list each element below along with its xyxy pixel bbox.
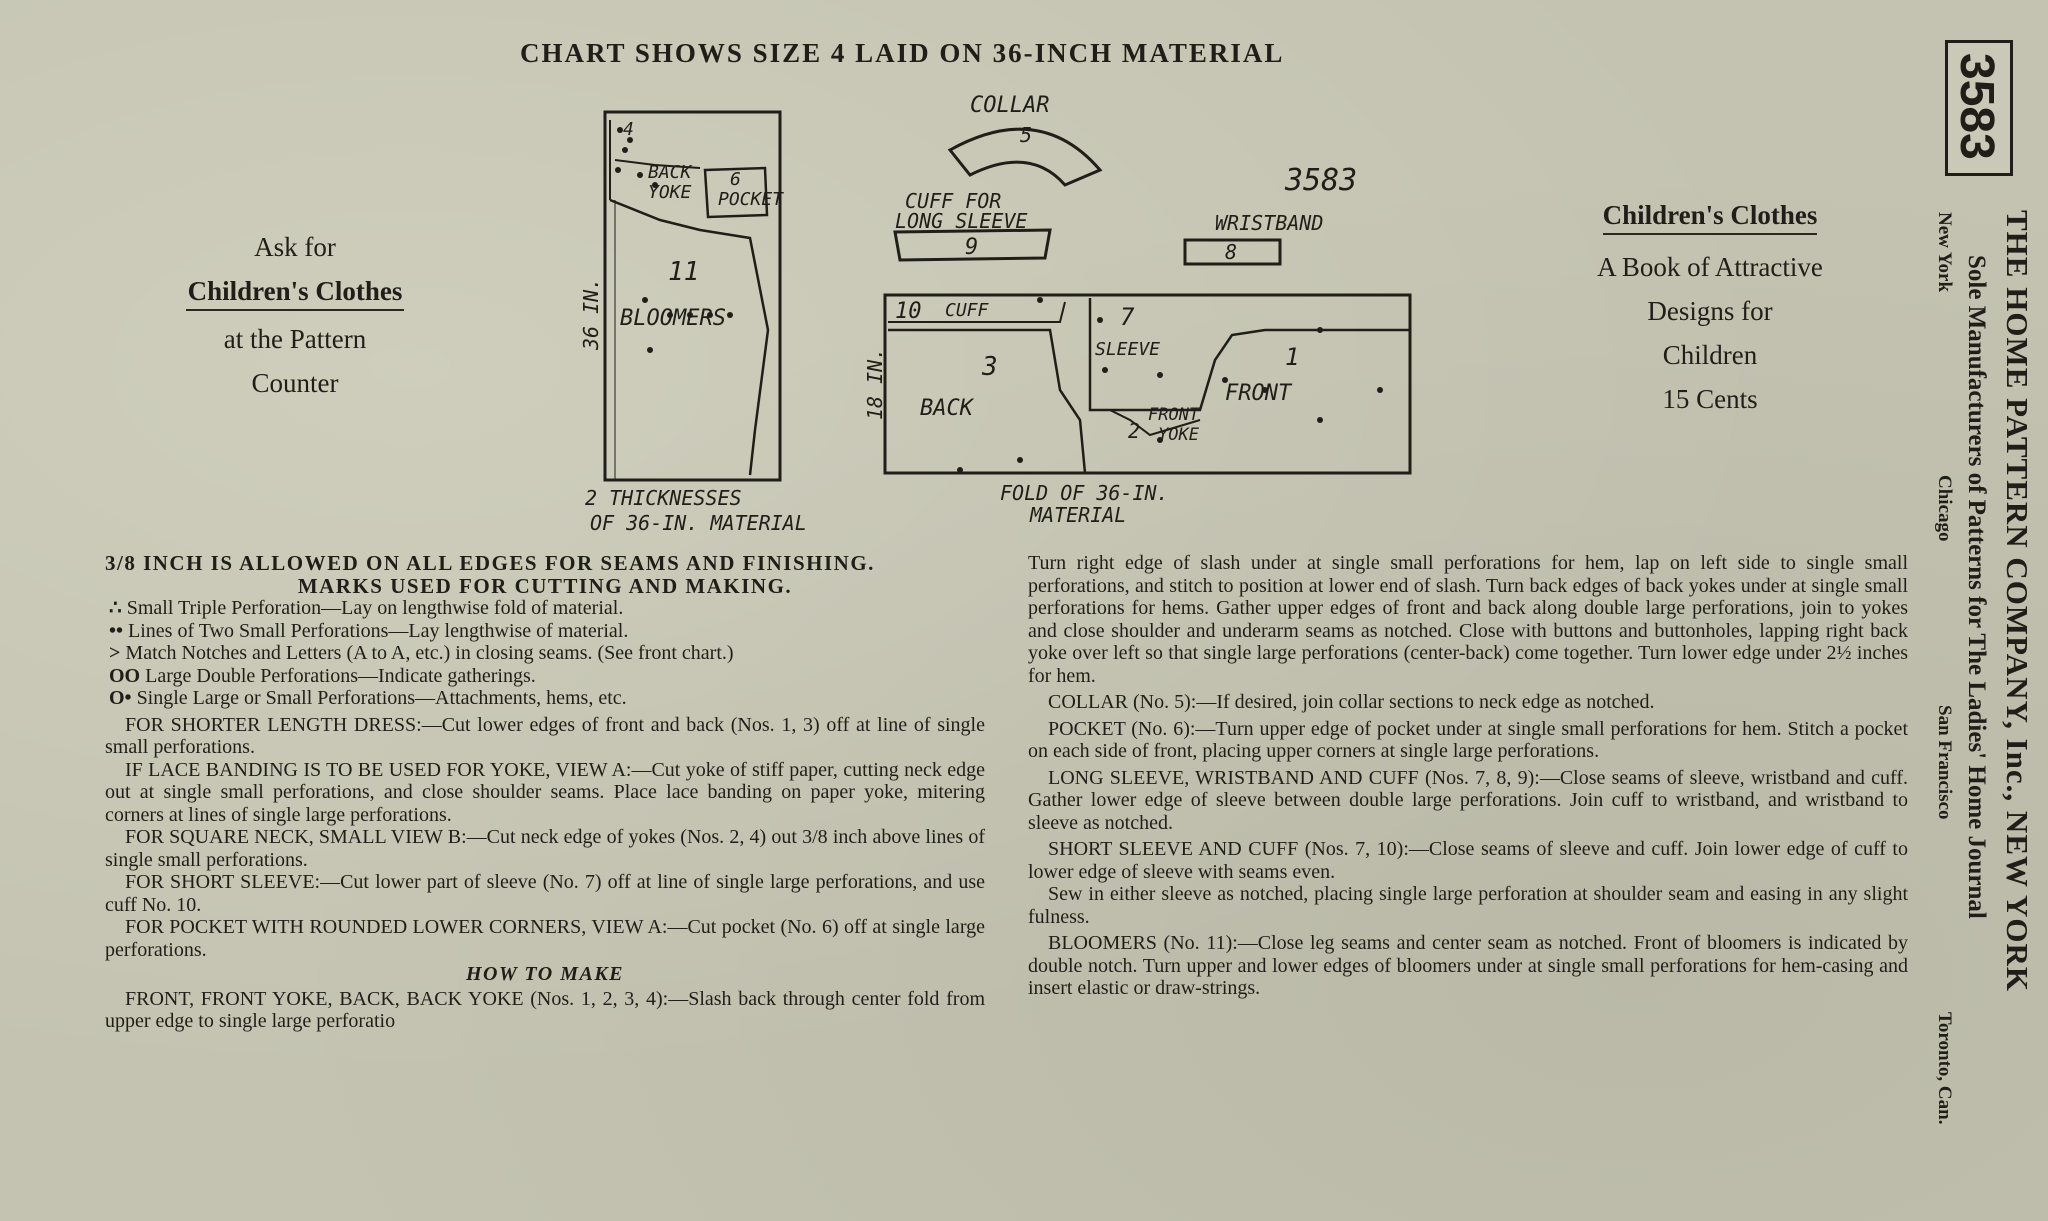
label-piece-9: 9 [965, 235, 979, 260]
allowance-note: 3/8 INCH IS ALLOWED ON ALL EDGES FOR SEAMS AND FINISHING. [105, 551, 875, 575]
right-advert-line: A Book of Attractive [1597, 252, 1823, 282]
right-advert-title: Children's Clothes [1603, 197, 1818, 235]
instruction-paragraph: COLLAR (No. 5):—If desired, join collar sections to neck edge as notched. [1048, 691, 1655, 713]
mark-item [109, 620, 985, 643]
mark-item [109, 687, 985, 710]
label-pocket: POCKET [718, 189, 784, 210]
label-wristband: WRISTBAND [1215, 211, 1324, 235]
instruction-paragraph: SHORT SLEEVE AND CUFF (Nos. 7, 10):—Close seams of sleeve and cuff. Join lower edge of cuff to lower edge of sleeve with seams even. [1028, 838, 1908, 883]
mark-symbol: O• [109, 687, 132, 709]
city-new-york: New York [1934, 212, 1955, 293]
right-advert [1540, 193, 1880, 421]
label-piece-1: 1 [1285, 343, 1300, 371]
right-instructions [1028, 552, 1908, 1000]
company-name: THE HOME PATTERN COMPANY, Inc., NEW YORK [2000, 210, 2035, 993]
instruction-paragraph: Turn right edge of slash under at single small perforations for hem, lap on left side to single small perforations, and stitch to position at lower end of slash. Turn back edges of back yokes under at single small perforations for hems. Gather upper edges of front and back along double large perforations, join to yokes and close shoulder and underarm seams as notched. Close with buttons and buttonholes, lapping right back yoke over left so that single large perforations (center-back) come together. Turn lower edge under 2½ inches for hem. [1028, 552, 1908, 687]
right-advert-line: Designs for [1647, 296, 1773, 326]
label-front-yoke: FRONT [1148, 405, 1200, 425]
chart-title: CHART SHOWS SIZE 4 LAID ON 36-INCH MATERIAL [520, 38, 1285, 68]
instruction-paragraph: LONG SLEEVE, WRISTBAND AND CUFF (Nos. 7, 8, 9):—Close seams of sleeve, wristband and cuff. Gather lower edge of sleeve between double large perforations. Join cuff to wristband, and wristband to sleeve as notched. [1028, 766, 1908, 834]
mark-symbol: •• [109, 619, 124, 642]
label-back-yoke: BACK [648, 162, 692, 183]
label-piece-10: 10 [895, 299, 922, 324]
label-piece-7: 7 [1120, 303, 1135, 331]
mark-symbol: ∴ [109, 597, 122, 619]
mark-item [109, 597, 985, 620]
label-piece-3: 3 [982, 352, 998, 382]
label-left-bottom: OF 36-IN. MATERIAL [590, 511, 807, 535]
instruction-paragraph: FOR SQUARE NECK, SMALL VIEW B:—Cut neck edge of yokes (Nos. 2, 4) out 3/8 inch above lines of single small perforations. [105, 826, 985, 871]
mark-text: Match Notches and Letters (A to A, etc.) in closing seams. (See front chart.) [125, 642, 734, 664]
cutting-chart [560, 90, 1440, 540]
city-san-francisco: San Francisco [1934, 705, 1955, 820]
label-right-bottom: MATERIAL [1030, 503, 1127, 527]
label-piece-8: 8 [1225, 240, 1238, 264]
label-piece-2: 2 [1128, 419, 1141, 443]
city-toronto: Toronto, Can. [1934, 1012, 1955, 1125]
label-piece-6: 6 [730, 169, 741, 190]
pattern-number-box [1945, 40, 2013, 176]
label-collar: COLLAR [970, 93, 1050, 118]
left-advert-title: Children's Clothes [186, 273, 405, 311]
left-instructions [105, 552, 985, 1033]
mark-symbol: > [109, 642, 121, 664]
label-left-measure: 36 IN. [579, 277, 603, 350]
label-back-yoke: YOKE [648, 182, 692, 203]
right-advert-line: Children [1662, 340, 1758, 370]
label-cuff-long: LONG SLEEVE [895, 209, 1028, 233]
instruction-paragraph: FRONT, FRONT YOKE, BACK, BACK YOKE (Nos. 1, 2, 3, 4):—Slash back through center fold from upper edge to single large perforatio [105, 987, 985, 1032]
label-front: FRONT [1225, 381, 1292, 406]
instruction-paragraph: FOR SHORTER LENGTH DRESS:—Cut lower edges of front and back (Nos. 1, 3) off at line of single small perforations. [105, 713, 985, 758]
label-back: BACK [920, 396, 973, 421]
label-piece-11: 11 [668, 257, 700, 287]
mark-item [109, 665, 985, 688]
mark-item [109, 642, 985, 665]
label-cuff-long: CUFF FOR [905, 189, 1002, 213]
right-advert-line: 15 Cents [1662, 384, 1758, 414]
label-pattern-number: 3583 [1285, 163, 1358, 198]
instruction-paragraph: FOR POCKET WITH ROUNDED LOWER CORNERS, VIEW A:—Cut pocket (No. 6) off at single large perforations. [105, 916, 985, 961]
mark-text: Lines of Two Small Perforations—Lay lengthwise of material. [128, 619, 629, 642]
bloomers-outline [610, 200, 768, 475]
label-right-measure: 18 IN. [863, 347, 887, 420]
label-cuff: CUFF [945, 300, 989, 321]
label-front-yoke: YOKE [1158, 425, 1199, 445]
label-piece-5: 5 [1020, 123, 1033, 147]
instruction-paragraph: IF LACE BANDING IS TO BE USED FOR YOKE, VIEW A:—Cut yoke of stiff paper, cutting neck edge out at single small perforations, and close shoulder seams. Place lace banding on paper yoke, mitering corners at lines of single large perforations. [105, 758, 985, 826]
instruction-paragraph: Sew in either sleeve as notched, placing single large perforation at shoulder seam and easing in any slight fulness. [1028, 883, 1908, 928]
mark-text: Large Double Perforations—Indicate gatherings. [145, 664, 536, 687]
instruction-paragraph: FOR SHORT SLEEVE:—Cut lower part of sleeve (No. 7) off at line of single large perforations, and use cuff No. 10. [105, 871, 985, 916]
label-sleeve: SLEEVE [1095, 339, 1161, 360]
left-advert [140, 225, 450, 405]
instruction-paragraph: POCKET (No. 6):—Turn upper edge of pocket under at single small perforations for hem. Stitch a pocket on each side of front, placing upper corners at single large perforations. [1028, 717, 1908, 762]
pattern-number: 3583 [1950, 53, 2003, 160]
left-advert-line4: Counter [251, 368, 339, 398]
label-bloomers: BLOOMERS [620, 306, 726, 331]
label-right-bottom: FOLD OF 36-IN. [1000, 481, 1169, 505]
mark-text: Small Triple Perforation—Lay on lengthwise fold of material. [126, 597, 624, 619]
company-tagline: Sole Manufacturers of Patterns for The Ladies' Home Journal [1963, 255, 1990, 919]
mark-text: Single Large or Small Perforations—Attachments, hems, etc. [136, 687, 627, 709]
left-advert-line3: at the Pattern [223, 324, 367, 354]
city-chicago: Chicago [1934, 475, 1955, 542]
left-advert-line1: Ask for [254, 232, 336, 262]
marks-heading: MARKS USED FOR CUTTING AND MAKING. [297, 573, 793, 598]
label-piece-4: 4 [623, 119, 634, 140]
label-left-bottom: 2 THICKNESSES [585, 486, 742, 510]
how-to-make-heading: HOW TO MAKE [465, 963, 625, 985]
mark-symbol: OO [109, 664, 141, 687]
instruction-paragraph: BLOOMERS (No. 11):—Close leg seams and center seam as notched. Front of bloomers is indicated by double notch. Turn upper and lower edges of bloomers under at single small perforations for hem-casing and insert elastic or draw-strings. [1028, 932, 1908, 999]
